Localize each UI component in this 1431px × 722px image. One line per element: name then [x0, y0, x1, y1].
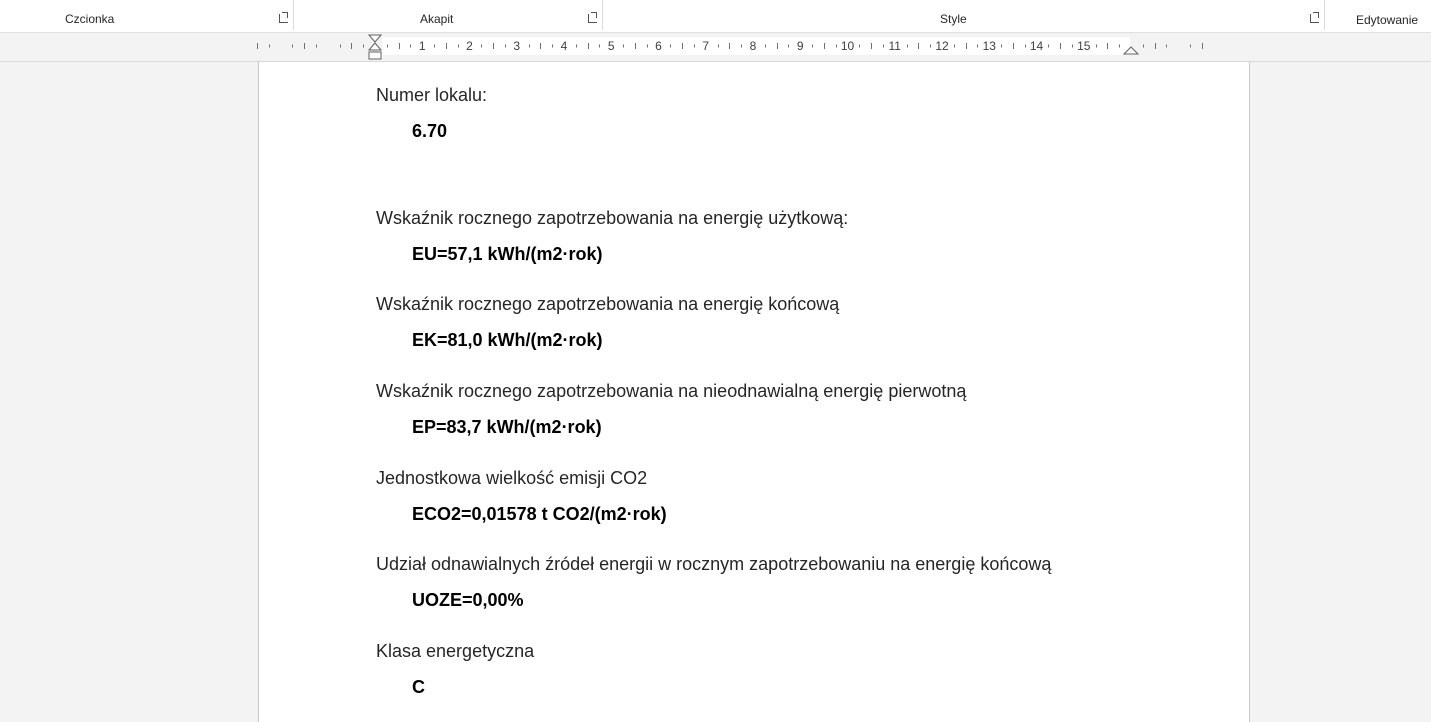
first-line-indent-marker[interactable] — [369, 35, 381, 42]
ruler-tick — [765, 45, 766, 48]
ruler-tick — [292, 45, 293, 48]
ruler-tick — [552, 45, 553, 48]
ruler-tick — [540, 43, 541, 49]
ruler-tick — [599, 45, 600, 48]
ruler-tick — [777, 43, 778, 49]
ruler-tick — [635, 43, 636, 49]
field-value: 6.70 — [412, 121, 448, 141]
ruler-tick — [1096, 45, 1097, 48]
ruler-number: 12 — [935, 39, 949, 53]
ruler-tick — [1166, 45, 1167, 48]
ruler-tick — [434, 45, 435, 48]
ruler-number: 13 — [982, 39, 996, 53]
ruler-tick — [1119, 45, 1120, 48]
ruler-tick — [363, 45, 364, 48]
document-page[interactable] — [258, 62, 1250, 722]
ruler-tick — [493, 43, 494, 49]
ruler-tick — [623, 45, 624, 48]
ruler-number: 15 — [1077, 39, 1091, 53]
ruler-tick — [859, 45, 860, 48]
ruler-number: 11 — [888, 39, 901, 53]
ruler-numbers — [419, 39, 1091, 53]
ruler-tick — [1001, 45, 1002, 48]
ruler-tick — [399, 43, 400, 49]
ruler-tick — [1060, 43, 1061, 49]
ruler-tick — [458, 45, 459, 48]
ruler-number: 7 — [702, 39, 710, 53]
field-label: Udział odnawialnych źródeł energii w rocznym zapotrzebowaniu na energię końcową — [376, 554, 1052, 574]
styles-dialog-launcher-icon[interactable] — [1310, 14, 1319, 23]
ruler-tick — [269, 45, 270, 48]
ruler-number: 9 — [796, 39, 804, 53]
field-label: Numer lokalu: — [376, 85, 488, 105]
ruler-number: 6 — [655, 39, 662, 53]
ribbon-separator — [602, 0, 603, 30]
field-label: Wskaźnik rocznego zapotrzebowania na energię użytkową: — [376, 208, 849, 228]
ruler-tick — [966, 43, 967, 49]
ruler-tick — [351, 43, 352, 49]
ruler-tick — [1202, 43, 1203, 49]
left-indent-marker[interactable] — [369, 52, 381, 59]
ruler-tick — [836, 45, 837, 48]
ribbon-separator — [293, 0, 294, 30]
ruler-tick — [694, 45, 695, 48]
ruler-tick — [1190, 45, 1191, 48]
ruler-tick — [907, 45, 908, 48]
ruler-tick — [883, 45, 884, 48]
ruler-svg — [0, 33, 1431, 61]
ruler-tick — [576, 45, 577, 48]
ruler-tick — [1072, 45, 1073, 48]
ruler-tick — [1107, 43, 1108, 49]
ruler-tick — [588, 43, 589, 49]
ruler-number: 4 — [560, 39, 568, 53]
ruler-tick — [529, 45, 530, 48]
ruler-number: 3 — [513, 39, 521, 53]
ruler-number: 10 — [840, 39, 855, 53]
ruler-tick — [1143, 45, 1144, 48]
ribbon-group-editing: Edytowanie — [1356, 13, 1419, 27]
ruler-tick — [446, 43, 447, 49]
horizontal-ruler[interactable] — [0, 33, 1431, 62]
field-value: EP=83,7 kWh/(m2·rok) — [412, 417, 602, 437]
ruler-tick — [977, 45, 978, 48]
ruler-tick — [387, 45, 388, 48]
ruler-tick — [1025, 45, 1026, 48]
ruler-tick — [954, 45, 955, 48]
ruler-tick — [316, 45, 317, 48]
ruler-tick — [918, 43, 919, 49]
ruler-tick — [1048, 45, 1049, 48]
field-value: ECO2=0,01578 t CO2/(m2·rok) — [412, 504, 667, 524]
ribbon-group-font: Czcionka — [65, 12, 115, 26]
ruler-number: 5 — [607, 39, 615, 53]
field-label: Wskaźnik rocznego zapotrzebowania na energię końcową — [376, 294, 840, 314]
ruler-tick — [824, 43, 825, 49]
ruler-tick — [718, 45, 719, 48]
ribbon-group-styles: Style — [940, 12, 967, 26]
ruler-tick — [682, 43, 683, 49]
ruler-tick — [340, 45, 341, 48]
paragraph-dialog-launcher-icon[interactable] — [588, 14, 597, 23]
field-value: C — [412, 677, 425, 697]
ruler-tick — [812, 45, 813, 48]
ruler-tick — [304, 43, 305, 49]
ruler-tick — [670, 45, 671, 48]
font-dialog-launcher-icon[interactable] — [279, 14, 288, 23]
field-label: Wskaźnik rocznego zapotrzebowania na nieodnawialną energię pierwotną — [376, 381, 967, 401]
ruler-tick — [257, 43, 258, 49]
ruler-tick — [410, 45, 411, 48]
ribbon-separator — [1324, 0, 1325, 30]
ruler-tick — [1155, 43, 1156, 49]
ruler-tick — [1013, 43, 1014, 49]
ruler-number: 14 — [1029, 39, 1044, 53]
field-value: UOZE=0,00% — [412, 590, 524, 610]
ribbon — [0, 0, 1431, 33]
field-value: EU=57,1 kWh/(m2·rok) — [412, 244, 603, 264]
ruler-number: 2 — [466, 39, 473, 53]
field-label: Klasa energetyczna — [376, 641, 535, 661]
ruler-tick — [647, 45, 648, 48]
ruler-number: 8 — [749, 39, 757, 53]
ruler-tick — [930, 45, 931, 48]
field-label: Jednostkowa wielkość emisji CO2 — [376, 468, 648, 488]
ruler-tick — [481, 45, 482, 48]
ruler-tick — [741, 45, 742, 48]
hanging-indent-marker[interactable] — [369, 43, 381, 50]
ruler-tick — [871, 43, 872, 49]
ribbon-group-paragraph: Akapit — [420, 12, 454, 26]
ruler-tick — [505, 45, 506, 48]
ruler-tick — [729, 43, 730, 49]
ruler-number: 1 — [418, 39, 426, 53]
ruler-tick — [788, 45, 789, 48]
field-value: EK=81,0 kWh/(m2·rok) — [412, 330, 603, 350]
